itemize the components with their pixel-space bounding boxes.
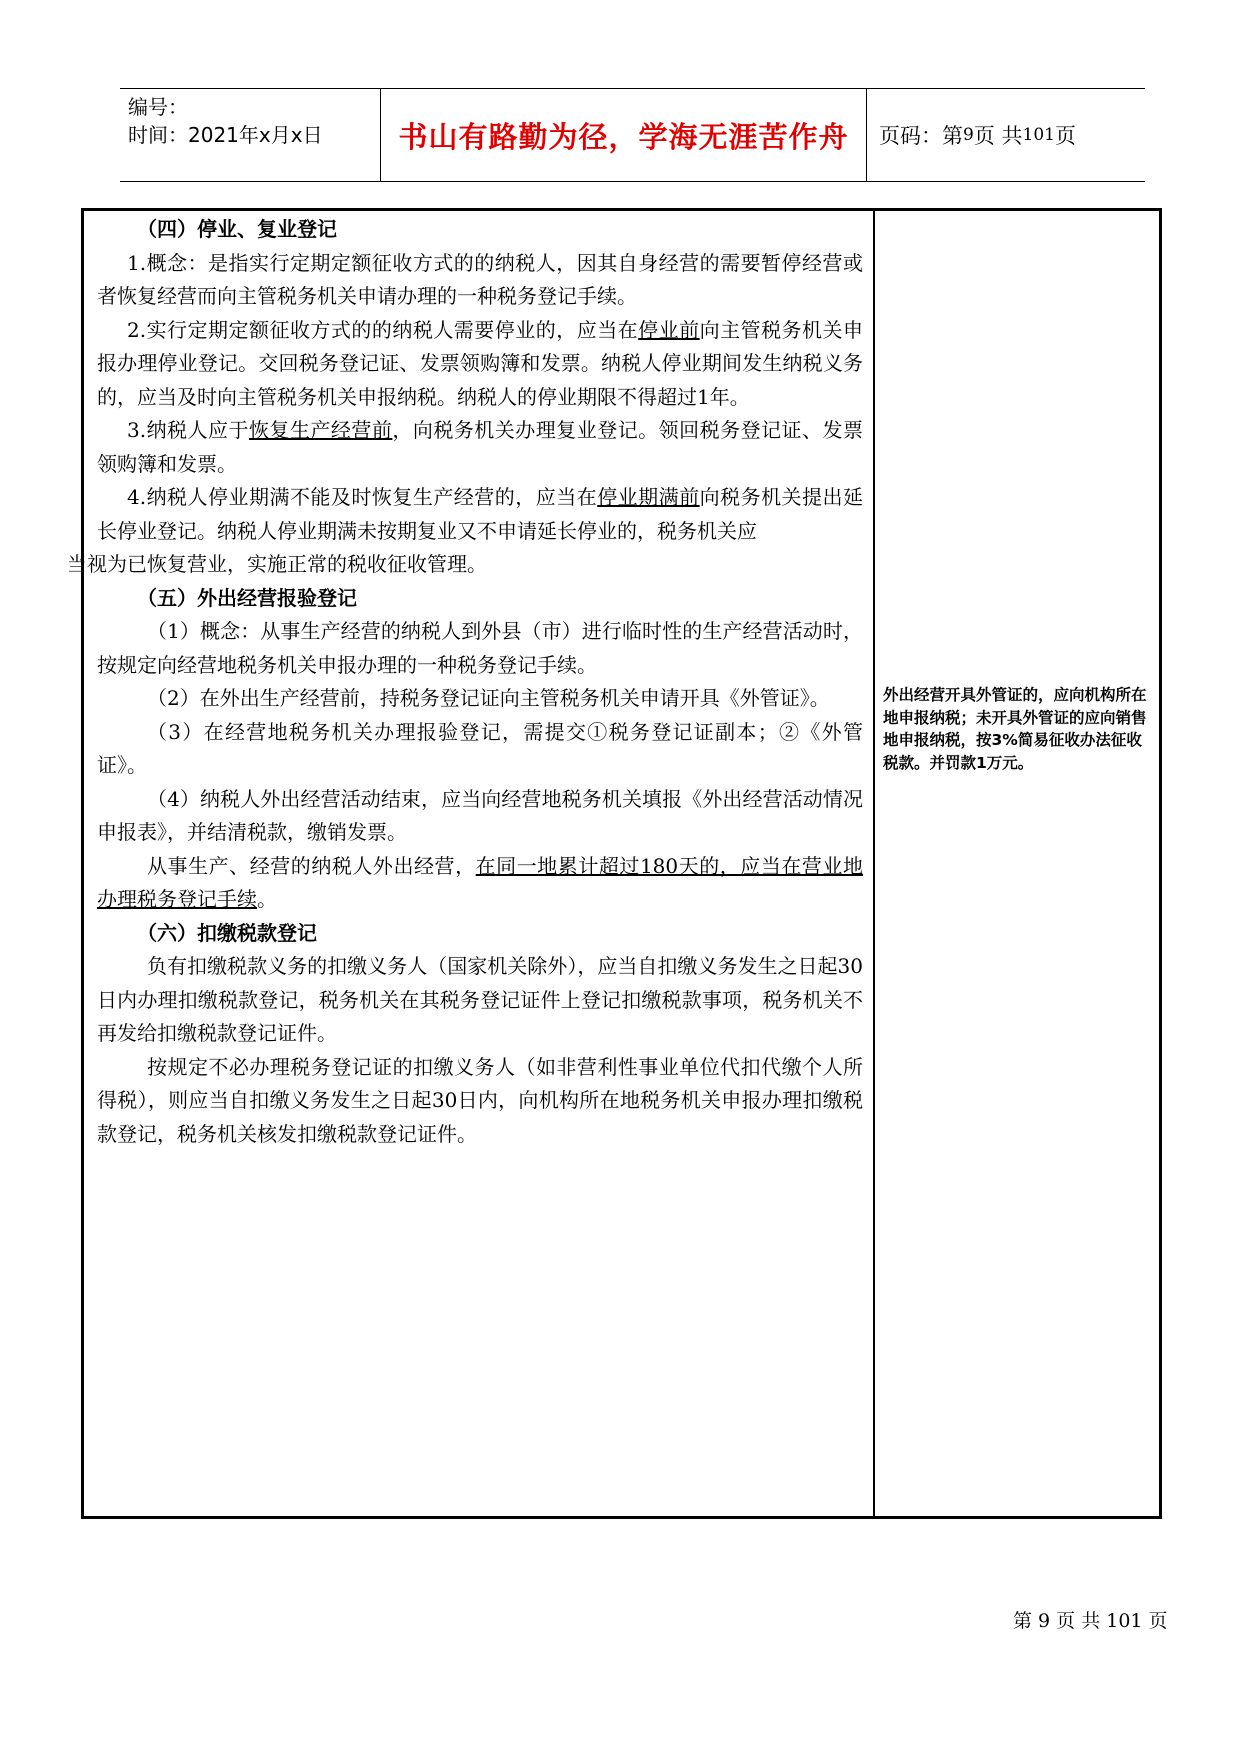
paragraph-11: 按规定不必办理税务登记证的扣缴义务人（如非营利性事业单位代扣代缴个人所得税），则应当自扣缴义务发生之日起30日内，向机构所在地税务机关申报办理扣缴税款登记，税务机关核发扣缴税款登记证件。	[97, 1054, 863, 1146]
paragraph-1: 1.概念：是指实行定期定额征收方式的的纳税人，因其自身经营的需要暂停经营或者恢复经营而向主管税务机关申请办理的一种税务登记手续。	[97, 250, 863, 308]
section-title-6: （六）扣缴税款登记	[137, 920, 317, 945]
date-label: 时间：2021年x月x日	[128, 123, 323, 147]
underline-before-resume: 恢复生产经营前	[248, 418, 393, 442]
section-title-4: （四）停业、复业登记	[137, 217, 337, 241]
underline-before-suspension: 停业前	[638, 317, 700, 342]
page-header	[120, 88, 1145, 182]
page-footer: 第 9 页 共 101 页	[1013, 1610, 1168, 1632]
paragraph-3: 3.纳税人应于恢复生产经营前，向税务机关办理复业登记。领回税务登记证、发票领购簿和发票。	[97, 418, 864, 476]
paragraph-4: 4.纳税人停业期满不能及时恢复生产经营的，应当在停业期满前向税务机关提出延长停业登记。纳税人停业期满未按期复业又不申请延长停业的，税务机关应 当视为已恢复营业，实施正常的税收征收管理。	[67, 485, 864, 576]
page-label-mid: 页 共	[973, 124, 1023, 148]
page-label-suffix: 页	[1054, 124, 1076, 148]
underline-before-expiry: 停业期满前	[597, 485, 700, 509]
paragraph-7: （3）在经营地税务机关办理报验登记，需提交①税务登记证副本；②《外管证》。	[97, 719, 863, 777]
page-num: 9	[963, 125, 974, 145]
paragraph-8: （4）纳税人外出经营活动结束，应当向经营地税务机关填报《外出经营活动情况申报表》，并结清税款，缴销发票。	[97, 786, 863, 844]
content-table	[67, 208, 1162, 1519]
paragraph-5: （1）概念：从事生产经营的纳税人到外县（市）进行临时性的生产经营活动时，按规定向经营地税务机关申报办理的一种税务登记手续。	[97, 619, 863, 677]
side-note: 外出经营开具外管证的，应向机构所在地申报纳税；未开具外管证的应向销售地申报纳税，按3%简易征收办法征收税款。并罚款1万元。	[883, 686, 1147, 772]
paragraph-2: 2.实行定期定额征收方式的的纳税人需要停业的，应当在停业前向主管税务机关申报办理停业登记。交回税务登记证、发票领购簿和发票。纳税人停业期间发生纳税义务的，应当及时向主管税务机关申报纳税。纳税人的停业期限不得超过1年。	[97, 317, 864, 409]
paragraph-9: 从事生产、经营的纳税人外出经营，在同一地累计超过180天的，应当在营业地办理税务登记手续。	[97, 853, 863, 911]
notes-column	[875, 211, 1159, 1516]
page-indicator	[867, 89, 1145, 181]
page-total: 101	[1022, 125, 1055, 145]
motto: 书山有路勤为径，学海无涯苦作舟	[380, 89, 867, 181]
number-label: 编号：	[128, 95, 188, 119]
paragraph-10: 负有扣缴税款义务的扣缴义务人（国家机关除外），应当自扣缴义务发生之日起30日内办理扣缴税款登记，税务机关在其税务登记证件上登记扣缴税款事项，税务机关不再发给扣缴税款登记证件。	[97, 954, 863, 1045]
header-meta	[120, 89, 380, 181]
section-title-5: （五）外出经营报验登记	[137, 585, 357, 610]
page-label-prefix: 页码：第	[879, 124, 963, 148]
underline-180-days: 在同一地累计超过180天的，应当在营业地办理税务登记手续	[97, 853, 863, 911]
main-text-column	[67, 211, 875, 1516]
paragraph-6: （2）在外出生产经营前，持税务登记证向主管税务机关申请开具《外管证》。	[147, 686, 830, 710]
